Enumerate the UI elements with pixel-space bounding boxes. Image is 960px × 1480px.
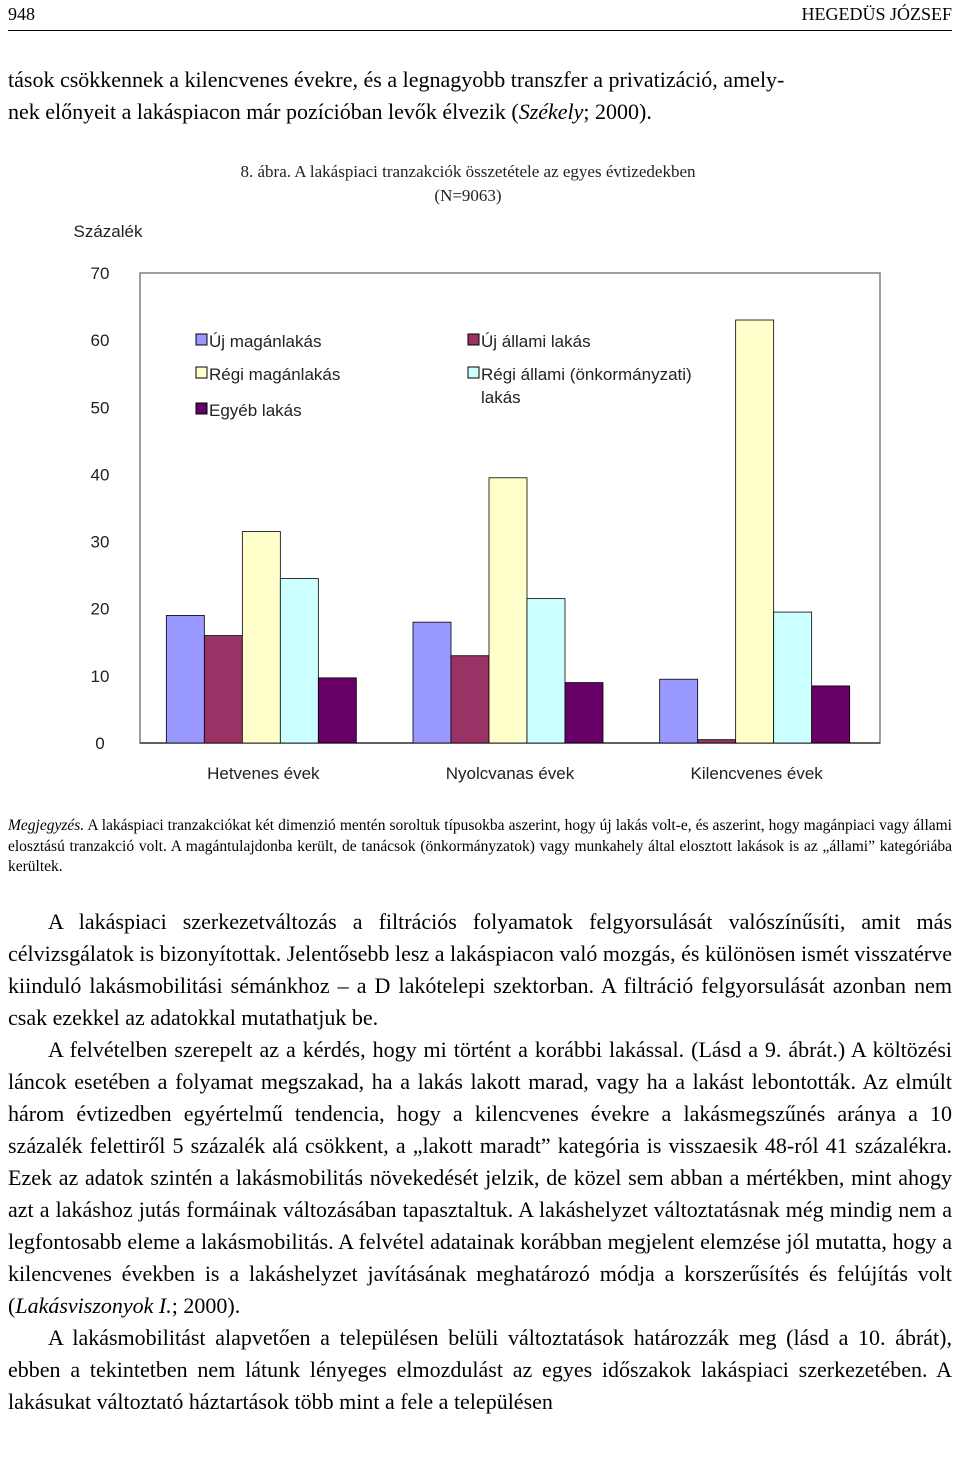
legend-label: Régi magánlakás <box>209 365 341 384</box>
body-paragraph-2-end: ; 2000). <box>171 1293 241 1318</box>
bar <box>660 679 698 743</box>
body-paragraph-3: A lakásmobilitást alapvetően a településen belüli változtatások határozzák meg (lásd a 10. ábrát), ebben a tekintetben nem látunk lényeges elmozdulást az egyes időszakok lakáspiaci szerkezetében. A lakásukat változtató háztartások több mint a fele a településen <box>8 1325 952 1414</box>
y-tick-label: 70 <box>90 264 110 283</box>
intro-text: nek előnyeit a lakáspiacon már pozícióban levők élvezik ( <box>8 99 519 124</box>
y-tick-label: 20 <box>90 599 110 619</box>
legend-swatch <box>196 334 207 345</box>
y-tick-label: 10 <box>90 666 110 686</box>
citation-author: Székely <box>518 99 584 124</box>
bar <box>451 656 489 743</box>
bar <box>698 740 736 743</box>
legend-swatch <box>196 367 207 378</box>
body-paragraph-1: A lakáspiaci szerkezetváltozás a filtrációs folyamatok felgyorsulását valószínűsíti, amit más célvizsgálatok is bizonyítottak. Jelentősebb lesz a lakáspiacon való mozgás, és különösen ismét visszatérve kiinduló lakásmobilitási sémánkhoz – a D lakótelepi szektorban. A filtráció felgyorsulását azonban nem csak ezekkel az adatokkal mutathatjuk be. <box>8 909 952 1030</box>
bar <box>280 579 318 744</box>
running-author: HEGEDÜS JÓZSEF <box>801 4 952 24</box>
bar <box>489 478 527 743</box>
figure-caption <box>198 160 738 208</box>
intro-paragraph <box>8 64 952 128</box>
intro-line-2 <box>8 96 952 128</box>
y-tick-label: 50 <box>90 398 110 418</box>
y-tick-label: 0 <box>95 734 105 753</box>
body-paragraph-2-text: A felvételben szerepelt az a kérdés, hogy mi történt a korábbi lakással. (Lásd a 9. ábrát.) A költözési láncok esetében a folyamat megszakad, ha a lakás lakott marad, vagy ha a lakást lebontották. Az elmúlt három évtizedben egyértelmű tendencia, hogy a kilencvenes évekre a lakásmegszűnés aránya a 10 százalék felettiről 5 százalék alá csökkent, a „lakott maradt” kategória is visszaesik 48-ról 41 százalékra. Ezek az adatok szintén a lakásmobilitás növekedését jelzik, de közel sem abban a mértékben, mint ahogy azt a lakáshoz jutás formáinak változásában tapasztaltuk. A lakáshelyzet változtatásnak még mindig nem a legfontosabb eleme a lakásmobilitás. A felvétel adatainak korábban megjelent elemzése jól mutatta, hogy a kilencvenes években is a lakáshelyzet javításának meghatározó módja a korszerűsítés és felújítás volt ( <box>8 1037 952 1318</box>
x-category-label: Nyolcvanas évek <box>445 764 575 783</box>
page-number: 948 <box>8 4 35 24</box>
bar <box>774 612 812 743</box>
figure-note <box>8 816 952 878</box>
note-text: A lakáspiaci tranzakciókat két dimenzió mentén soroltuk típusokba aszerint, hogy új lakás volt-e, és aszerint, hogy magánpiaci vagy állami elosztású tranzakció volt. A magántulajdonba került, de tanácsok (önkormányzatok) vagy munkahely által elosztott lakások is az „állami” kategóriába kerültek. <box>8 817 952 875</box>
caption-title: 8. ábra. A lakáspiaci tranzakciók összetétele az egyes évtizedekben <box>240 162 696 181</box>
legend-label: Egyéb lakás <box>209 401 302 420</box>
y-tick-label: 60 <box>90 331 110 351</box>
legend-label-line2: lakás <box>481 388 521 407</box>
y-tick-label: 30 <box>90 532 110 552</box>
body-paragraph-2 <box>8 1034 952 1322</box>
intro-line-1: tások csökkennek a kilencvenes évekre, és a legnagyobb transzfer a privatizáció, amely- <box>8 67 785 92</box>
bar <box>166 615 204 743</box>
x-category-label: Hetvenes évek <box>207 764 320 783</box>
y-axis-label: Százalék <box>73 222 143 241</box>
intro-text-end: ; 2000). <box>583 99 652 124</box>
legend-swatch <box>468 367 479 378</box>
legend-label: Új magánlakás <box>209 332 322 351</box>
legend-label: Új állami lakás <box>481 332 591 351</box>
bar-chart <box>0 210 960 810</box>
running-header <box>8 4 952 31</box>
bar <box>812 686 850 743</box>
bar <box>413 622 451 743</box>
caption-sample-size: (N=9063) <box>434 186 502 205</box>
bar <box>318 678 356 743</box>
citation-title: Lakásviszonyok I. <box>15 1293 172 1318</box>
bar <box>527 599 565 743</box>
bar <box>242 532 280 744</box>
legend-label: Régi állami (önkormányzati) <box>481 365 692 384</box>
legend-swatch <box>468 334 479 345</box>
y-tick-label: 40 <box>90 465 110 485</box>
note-lead: Megjegyzés. <box>8 817 85 834</box>
body-text <box>8 906 952 1418</box>
x-category-label: Kilencvenes évek <box>690 764 823 783</box>
legend-swatch <box>196 403 207 414</box>
bar <box>565 683 603 743</box>
bar <box>204 636 242 743</box>
bar <box>736 320 774 743</box>
